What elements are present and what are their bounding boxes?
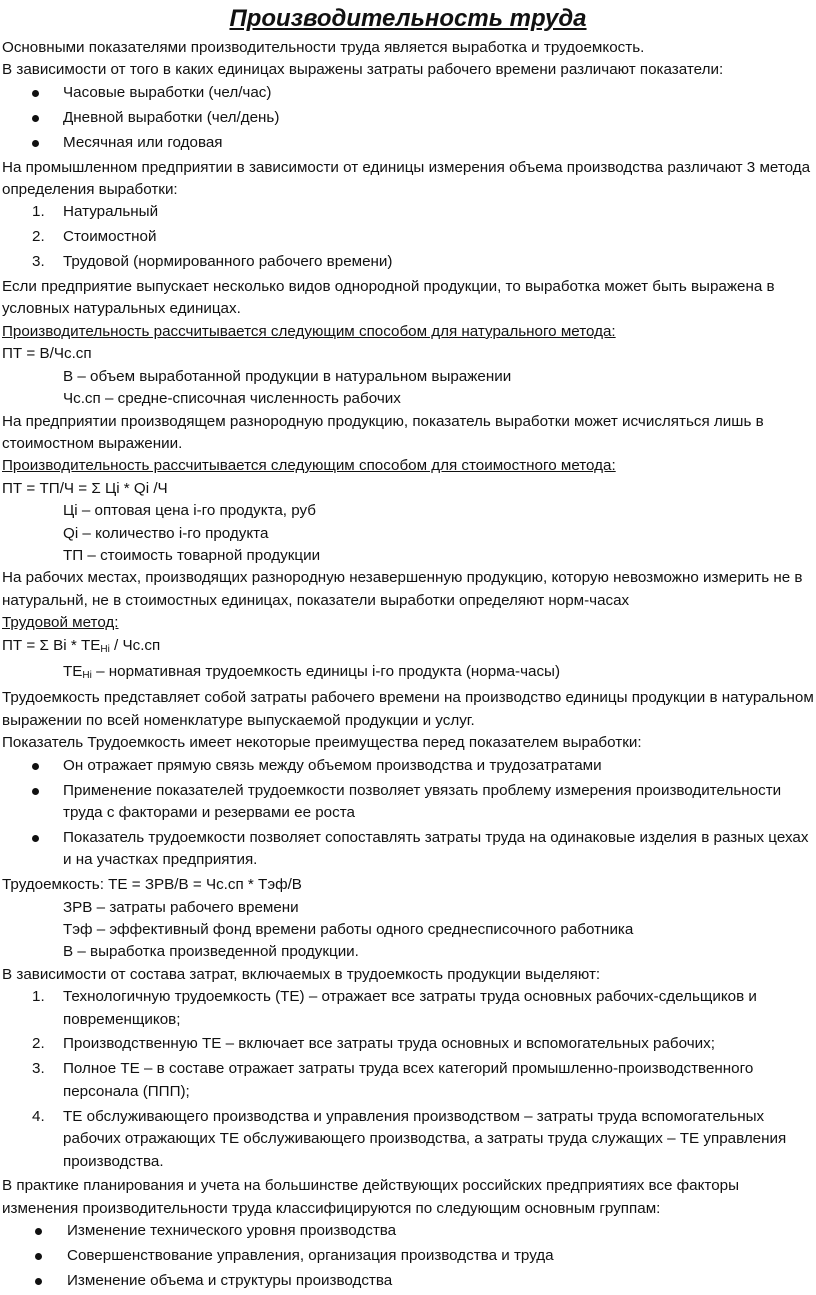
formula: ПТ = Σ Вi * $ТЕ_{Hi} / Чс.сп$ xyxy=(2,636,161,655)
te-types-list xyxy=(2,986,814,1173)
paragraph: На рабочих местах, производящих разнородную незавершенную продукцию, которую невозможно измерить не в натуральнй, не в стоимостных единицах, показатели выработки определяют норм-часах xyxy=(2,569,803,609)
value-method-heading: Производительность рассчитывается следующим способом для стоимостного метода: xyxy=(2,457,616,475)
list-item: Изменение объема и структуры производства xyxy=(2,1270,814,1292)
methods-list xyxy=(2,201,814,273)
list-item: 1. Натуральный xyxy=(32,203,159,221)
definition: ТП – стоимость товарной продукции xyxy=(63,546,321,564)
definition: $ТЕ_{Hi}$ – нормативная трудоемкость единицы i-го продукта (норма-часы) xyxy=(63,662,561,681)
definition: В – выработка произведенной продукции. xyxy=(63,943,359,961)
list-item: 2. Стоимостной xyxy=(32,228,157,246)
formula: ПТ = ТП/Ч = Σ Цi * Qi /Ч xyxy=(2,479,168,497)
list-item: Часовые выработки (чел/час) xyxy=(2,82,814,104)
list-item: 4. ТЕ обслуживающего производства и управления производством – затраты труда вспомогательных рабочих отражающих ТЕ обслуживающего производства, а затраты труда служащих – ТЕ управления производства. xyxy=(32,1107,787,1170)
page-title: Производительность труда xyxy=(229,5,587,32)
list-item: 3. Трудовой (нормированного рабочего времени) xyxy=(32,253,393,271)
paragraph: Показатель Трудоемкость имеет некоторые преимущества перед показателем выработки: xyxy=(2,734,642,752)
definition: Чс.сп – средне-списочная численность рабочих xyxy=(63,390,401,408)
advantages-list xyxy=(2,755,814,872)
definition: Qi – количество i-го продукта xyxy=(63,524,269,542)
paragraph: В практике планирования и учета на большинстве действующих российских предприятиях все факторы изменения производительности труда классифицируются по следующим основным группам: xyxy=(2,1177,740,1217)
intro-paragraph: В зависимости от того в каких единицах выражены затраты рабочего времени различают показатели: xyxy=(2,61,724,79)
list-item: Изменение технического уровня производства xyxy=(2,1220,814,1242)
list-item: Совершенствование управления, организация производства и труда xyxy=(2,1245,814,1267)
paragraph: В зависимости от состава затрат, включаемых в трудоемкость продукции выделяют: xyxy=(2,965,601,983)
definition: Цi – оптовая цена i-го продукта, руб xyxy=(63,502,316,520)
list-item: Он отражает прямую связь между объемом производства и трудозатратами xyxy=(2,755,814,777)
output-types-list xyxy=(2,82,814,154)
formula: ПТ = В/Чс.сп xyxy=(2,345,92,363)
methods-intro: На промышленном предприятии в зависимости от единицы измерения объема производства различают 3 метода определения выработки: xyxy=(2,158,811,198)
intro-paragraph: Основными показателями производительности труда является выработка и трудоемкость. xyxy=(2,39,645,56)
list-item: Месячная или годовая xyxy=(2,132,814,154)
list-item: Показатель трудоемкости позволяет сопоставлять затраты труда на одинаковые изделия в разных цехах и на участках предприятия. xyxy=(2,827,814,872)
definition: В – объем выработанной продукции в натуральном выражении xyxy=(63,367,512,385)
formula: Трудоемкость: ТЕ = ЗРВ/В = Чс.сп * Тэф/В xyxy=(2,876,302,894)
list-item: Дневной выработки (чел/день) xyxy=(2,107,814,129)
list-item: 1. Технологичную трудоемкость (ТЕ) – отражает все затраты труда основных рабочих-сдельщиков и повременщиков; xyxy=(32,988,757,1028)
labor-method-heading: Трудовой метод: xyxy=(2,614,119,632)
paragraph: Трудоемкость представляет собой затраты рабочего времени на производство единицы продукции в натуральном выражении по всей номенклатуре выпускаемой продукции и услуг. xyxy=(2,689,814,729)
natural-method-heading: Производительность рассчитывается следующим способом для натурального метода: xyxy=(2,322,616,340)
list-item: Применение показателей трудоемкости позволяет увязать проблему измерения производительности труда с факторами и резервами ее роста xyxy=(2,780,814,825)
definition: ЗРВ – затраты рабочего времени xyxy=(63,898,299,916)
definition: Тэф – эффективный фонд времени работы одного среднесписочного работника xyxy=(63,920,634,938)
list-item: 3. Полное ТЕ – в составе отражает затраты труда всех категорий промышленно-производственного персонала (ППП); xyxy=(32,1060,754,1100)
paragraph: На предприятии производящем разнородную продукцию, показатель выработки может исчисляться лишь в стоимостном выражении. xyxy=(2,412,764,452)
list-item: 2. Производственную ТЕ – включает все затраты труда основных и вспомогательных рабочих; xyxy=(32,1035,715,1053)
paragraph: Если предприятие выпускает несколько видов однородной продукции, то выработка может быть выражена в условных натуральных единицах. xyxy=(2,278,775,318)
